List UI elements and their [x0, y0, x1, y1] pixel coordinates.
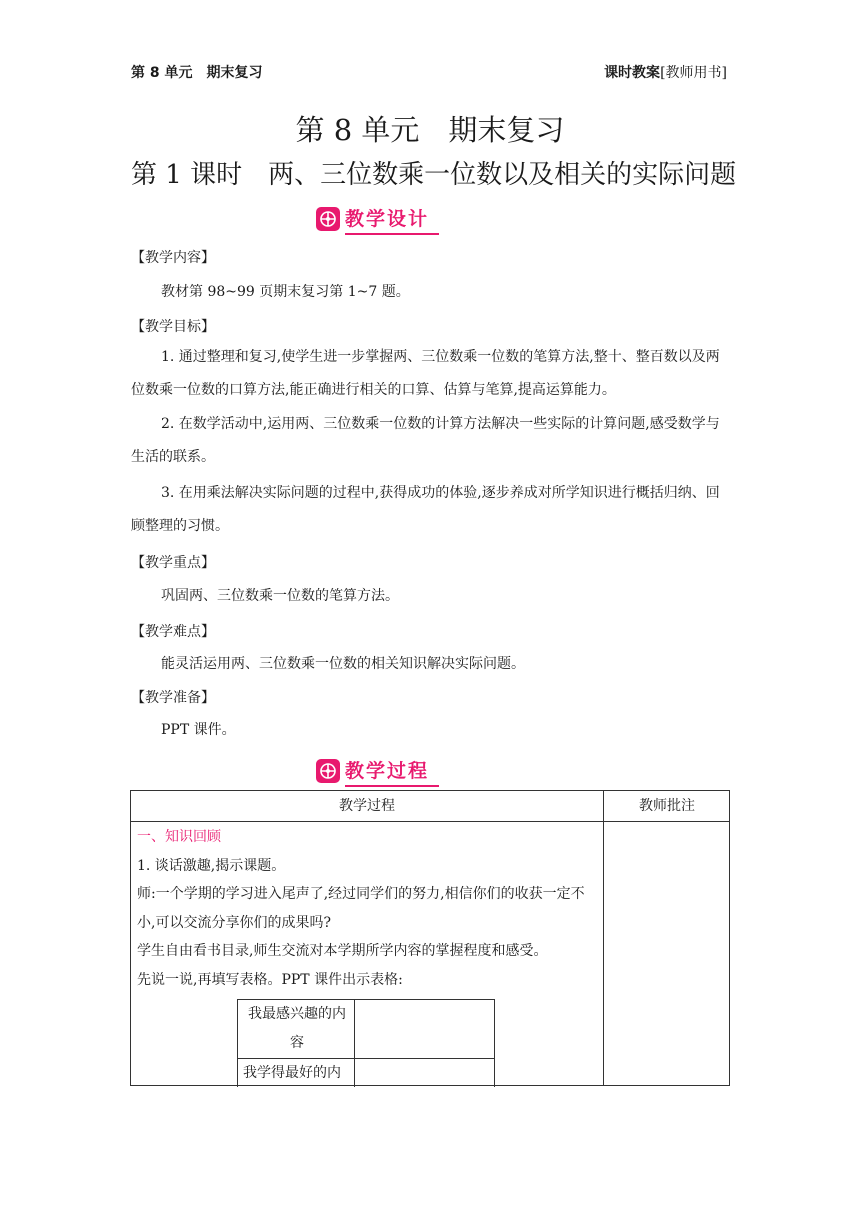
heading-preparation: 【教学准备】 — [131, 690, 215, 706]
inner-row-label-2: 我学得最好的内 — [243, 1065, 341, 1081]
lesson-title: 第 1 课时 两、三位数乘一位数以及相关的实际问题 — [131, 160, 737, 190]
running-header-right — [604, 62, 727, 82]
process-line-1: 1. 谈话激趣,揭示课题。 — [137, 857, 286, 874]
difficulty-text: 能灵活运用两、三位数乘一位数的相关知识解决实际问题。 — [161, 656, 525, 672]
process-line-2: 师:一个学期的学习进入尾声了,经过同学们的努力,相信你们的收获一定不小,可以交流分享你们的成果吗? — [137, 886, 585, 931]
banner-label: 教学过程 — [345, 756, 439, 787]
header-divider — [131, 821, 729, 822]
heading-difficulty: 【教学难点】 — [131, 624, 215, 640]
heading-goals: 【教学目标】 — [131, 319, 215, 335]
key-point-text: 巩固两、三位数乘一位数的笔算方法。 — [161, 588, 399, 604]
goal-item-3: 3. 在用乘法解决实际问题的过程中,获得成功的体验,逐步养成对所学知识进行概括归纳、回顾整理的习惯。 — [131, 485, 720, 534]
inner-row-label-1: 我最感兴趣的内容 — [248, 1006, 346, 1051]
content-text: 教材第 98~99 页期末复习第 1~7 题。 — [161, 284, 410, 300]
heading-key-point: 【教学重点】 — [131, 555, 215, 571]
header-book-type: [教师用书] — [660, 65, 727, 81]
fill-in-table — [237, 999, 495, 1087]
process-table — [130, 790, 730, 1086]
process-line-3: 学生自由看书目录,师生交流对本学期所学内容的掌握程度和感受。 — [137, 943, 548, 959]
header-doc-type: 课时教案 — [604, 65, 661, 81]
banner-teaching-design — [316, 205, 439, 233]
banner-label: 教学设计 — [345, 204, 439, 235]
running-header-left: 第 8 单元 期末复习 — [131, 65, 263, 81]
goal-item-2: 2. 在数学活动中,运用两、三位数乘一位数的计算方法解决一些实际的计算问题,感受数学与生活的联系。 — [131, 416, 720, 465]
column-header-notes: 教师批注 — [639, 798, 695, 814]
unit-title: 第 8 单元 期末复习 — [295, 113, 565, 147]
heading-content: 【教学内容】 — [131, 250, 215, 266]
process-line-4: 先说一说,再填写表格。PPT 课件出示表格: — [137, 971, 403, 988]
column-divider — [603, 791, 604, 1085]
preparation-text: PPT 课件。 — [161, 722, 236, 738]
swirl-logo-icon — [316, 207, 340, 231]
goal-item-1: 1. 通过整理和复习,使学生进一步掌握两、三位数乘一位数的笔算方法,整十、整百数以及两位数乘一位数的口算方法,能正确进行相关的口算、估算与笔算,提高运算能力。 — [131, 349, 720, 398]
part-title: 一、知识回顾 — [137, 829, 221, 845]
banner-teaching-process — [316, 757, 439, 785]
swirl-logo-icon — [316, 759, 340, 783]
column-header-process: 教学过程 — [339, 798, 395, 814]
process-cell — [137, 823, 597, 994]
